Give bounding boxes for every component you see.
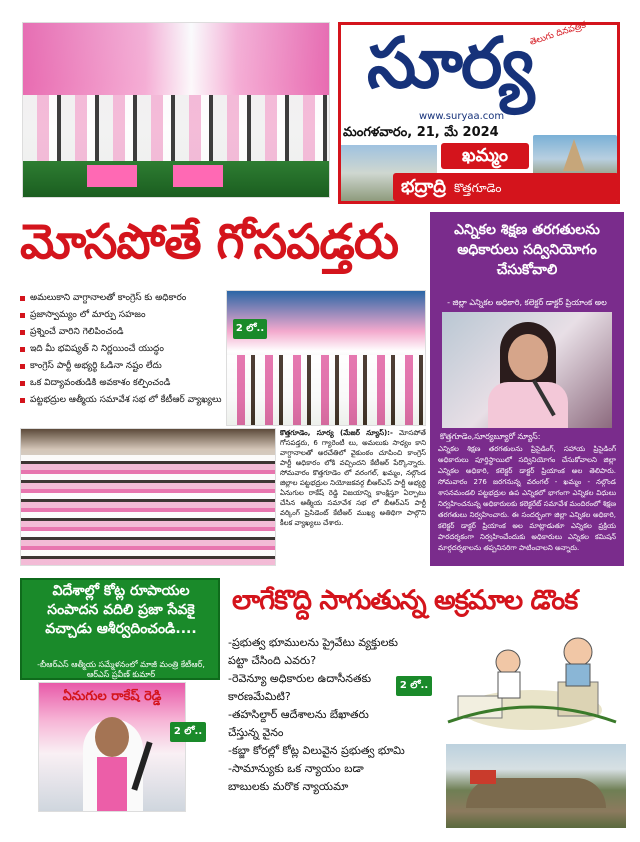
- list-item: ప్రజాస్వామ్యం లో మార్పు సహజం: [20, 307, 264, 324]
- logo-tagline: తెలుగు దినపత్రిక: [528, 20, 588, 48]
- right-column-credit: - జిల్లా ఎన్నికల అధికారి, కలెక్టర్ డాక్టర్ ప్రియాంక అల: [447, 298, 607, 307]
- speaker-scarf: [97, 757, 127, 812]
- list-item: -కబ్జా కోరల్లో కోట్ల విలువైన ప్రభుత్వ భూమి: [228, 744, 405, 757]
- person-dress: [488, 382, 568, 428]
- bottom-points-list: [228, 634, 444, 796]
- excavator: [470, 770, 496, 784]
- list-item: -సామాన్యుకు ఒక న్యాయం బడా: [228, 762, 364, 775]
- edition-label: ఖమ్మం: [441, 143, 529, 169]
- list-item: -రెవెన్యూ అధికారుల ఉదాసీనతకు: [228, 672, 372, 685]
- stage-people: [227, 355, 425, 425]
- right-column-dateline: కొత్తగూడెం,సూర్యబ్యూరో న్యూస్:: [440, 432, 541, 441]
- list-item: కాంగ్రెస్ పార్టీ అభ్యర్థి ఓడినా నష్టం లేదు: [20, 358, 264, 375]
- list-item: బాబులకు మరొక న్యాయమా: [228, 780, 349, 793]
- list-item: అమలుకాని వాగ్దానాలతో కాంగ్రెస్ కు అధికారం: [20, 290, 264, 307]
- bottom-headline: లాగేకొద్ది సాగుతున్న అక్రమాల డొంక: [232, 585, 578, 616]
- list-item: పట్టభద్రుల ఆత్మీయ సమావేశ సభ లో కేటీఆర్ వ్యాఖ్యలు: [20, 392, 264, 409]
- stage-table: [87, 165, 137, 187]
- sub-edition-label: [393, 173, 619, 201]
- land-encroachment-photo: [446, 744, 626, 828]
- quote-text: విదేశాల్లో కోట్ల రూపాయల సంపాదన వదిలి ప్రజా సేవకై వచ్చాడు ఆశీర్వదించండి....: [45, 583, 197, 637]
- cartoon-papers: [458, 696, 502, 718]
- temple-photo: [533, 135, 617, 175]
- article-body: మోసపోతే గోసపడ్తరు, 6 గ్యారెంటీ లు, అమలుకు సాధ్యం కాని వాగ్దానాలతో అరచేతిలో వైకుంఠం చూపించి కాంగ్రెస్ పార్టీ అధికారం లోకి వచ్చిందని కేటీఆర్ పేర్కొన్నారు. సోమవారం కొత్తగూడెం లో వరంగల్, ఖమ్మం, నల్గొండ జిల్లాల పట్టభద్రుల నియోజకవర్గ బీఆర్ఎస్ పార్టీ అభ్యర్థి ఏనుగుల రాకేష్ రెడ్డి విజయాన్ని కాంక్షిస్తూ ఏర్పాటు చేసిన ఆత్మీయ సమావేశ సభ లో బీఆర్ఎస్ పార్టీ వర్కింగ్ ప్రెసిడెంట్ కేటీఆర్ ముఖ్య అతిథిగా పాల్గొని కీలక వ్యాఖ్యలు చేశారు.: [280, 429, 426, 527]
- speaker-photo: [38, 682, 186, 812]
- person-face: [508, 334, 548, 380]
- quote-box: [20, 578, 220, 680]
- continued-badge[interactable]: 2 లో..: [396, 676, 432, 696]
- speaker-head: [95, 717, 129, 757]
- stage-table: [173, 165, 223, 187]
- masthead: [338, 22, 620, 204]
- list-item: పట్టా చేసింది ఎవరు?: [228, 654, 317, 667]
- cartoon-officer-body: [566, 664, 590, 686]
- list-item: కారణమేమిటి?: [228, 690, 291, 703]
- cartoon-officer-head: [564, 638, 592, 666]
- crowd-rows: [21, 455, 275, 565]
- cartoon-man-head: [496, 650, 520, 674]
- website[interactable]: www.suryaa.com: [419, 111, 505, 122]
- list-item: ఒక విద్యావంతుడికి అవకాశం కల్పించండి: [20, 375, 264, 392]
- list-item: ఇది మీ భవిష్యత్ ని నిర్ణయించే యుద్ధం: [20, 341, 264, 358]
- list-item: ప్రశ్నించే వారిని గెలిపించండి: [20, 324, 264, 341]
- issue-date: మంగళవారం, 21, మే 2024: [343, 125, 499, 140]
- list-item: -ప్రభుత్వ భూములను ప్రైవేటు వ్యక్తులకు: [228, 636, 398, 649]
- continued-badge[interactable]: 2 లో..: [170, 722, 206, 742]
- photo-banner-text: ఏనుగుల రాకేష్ రెడ్డి: [62, 689, 162, 704]
- cartoon-illustration: [438, 622, 626, 742]
- right-column-story: [430, 212, 624, 566]
- right-column-headline: ఎన్నికల శిక్షణ తరగతులను అధికారులు సద్వినియోగం చేసుకోవాలి: [454, 222, 600, 278]
- main-headline: మోసపోతే గోసపడ్తరు: [20, 214, 398, 270]
- stage-crowd: [23, 95, 329, 165]
- sub-edition-place: కొత్తగూడెం: [453, 181, 502, 195]
- right-column-body: ఎన్నికల శిక్షణ తరగతులను ప్రిసైడింగ్, సహాయ ప్రిసైడింగ్ అధికారులు పూర్తిస్థాయిలో సద్వినియోగం చేసుకోవాలని జిల్లా ఎన్నికల అధికారి, కలెక్టర్ డాక్టర్ ప్రియాంక అల తెలిపారు. సోమవారం 276 జరగనున్న వరంగల్ - ఖమ్మం - నల్గొండ శాసనమండలి పట్టభద్రుల ఉప ఎన్నికలో భాగంగా ఎన్నికల విధులు నిర్వహించనున్న అధికారులకు కలెక్టరేట్ సమావేశ మందిరంలో శిక్షణ తరగతులు నిర్వహించారు. ఈ సందర్భంగా జిల్లా ఎన్నికల అధికారి, కలెక్టర్ డాక్టర్ ప్రియాంక అల మాట్లాడుతూ ఎన్నికల ప్రక్రియ పారదర్శకంగా నిర్వహించేందుకు అధికారులు ఎన్నికల కమిషన్ మార్గదర్శకాలను తప్పనిసరిగా పాటించాలని అన్నారు.: [438, 445, 616, 552]
- lead-article: [280, 428, 426, 566]
- top-event-photo: [22, 22, 330, 198]
- ktr-speech-photo: [226, 290, 426, 426]
- continued-badge[interactable]: 2 లో..: [233, 319, 267, 339]
- collector-photo: [442, 312, 612, 428]
- cartoon-man-body: [498, 672, 520, 698]
- crowd-photo: [20, 428, 276, 566]
- list-item: -తహసిల్దార్ ఆదేశాలను బేఖాతరు: [228, 708, 369, 721]
- newspaper-logo: సూర్య: [367, 21, 533, 104]
- list-item: చేస్తున్న వైనం: [228, 726, 284, 739]
- stage-banner: [23, 23, 329, 95]
- article-dateline: కొత్తగూడెం, సూర్య (మేజర్ న్యూస్):-: [280, 429, 393, 437]
- quote-credit: -బీఆర్ఎస్ ఆత్మీయ సమ్మేళనంలో మాజీ మంత్రి కేటీఆర్, ఆర్ఎస్ ప్రవీణ్ కుమార్: [37, 660, 205, 679]
- sub-edition-name: భద్రాద్రి: [401, 176, 446, 197]
